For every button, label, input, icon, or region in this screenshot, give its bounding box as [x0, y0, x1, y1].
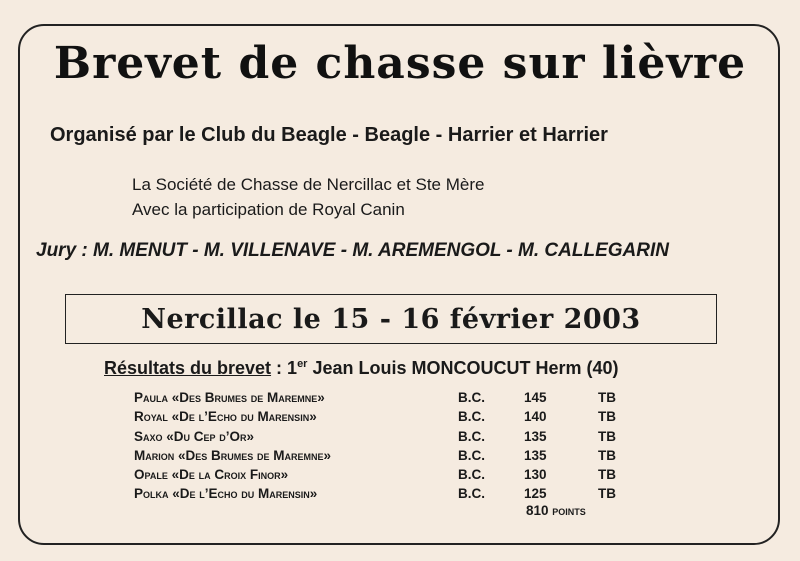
dog-name: Saxo «Du Cep d’Or» [134, 428, 255, 444]
grade: TB [598, 390, 616, 405]
score: 135 [524, 428, 547, 444]
dog-name: Royal «De l’Echo du Marensin» [134, 409, 317, 425]
mention: B.C. [458, 409, 485, 425]
grade: TB [598, 428, 616, 444]
society-line: La Société de Chasse de Nercillac et Ste Mère [132, 175, 485, 194]
total-points: 810 points [526, 503, 586, 518]
mention: B.C. [458, 467, 485, 483]
results-heading-line [104, 358, 619, 379]
table-row [134, 407, 638, 426]
jury-line: Jury : M. MENUT - M. VILLENAVE - M. AREMENGOL - M. CALLEGARIN [36, 240, 669, 261]
grade: TB [598, 447, 616, 463]
page-title: Brevet de chasse sur lièvre [53, 38, 747, 89]
results-table [134, 388, 638, 504]
table-row [134, 465, 638, 484]
dog-name: Marion «Des Brumes de Maremne» [134, 447, 332, 463]
society-block [132, 172, 484, 222]
sponsor-line: Avec la participation de Royal Canin [132, 200, 405, 219]
organiser-line: Organisé par le Club du Beagle - Beagle - Harrier et Harrier [50, 124, 608, 146]
dog-name: Opale «De la Croix Finor» [134, 467, 289, 483]
dog-name: Paula «Des Brumes de Maremne» [134, 390, 325, 405]
table-row [134, 427, 638, 446]
results-heading: Résultats du brevet [104, 358, 272, 378]
mention: B.C. [458, 428, 485, 444]
grade: TB [598, 409, 616, 425]
mention: B.C. [458, 486, 485, 502]
table-row [134, 484, 638, 503]
table-row [134, 446, 638, 465]
mention: B.C. [458, 390, 485, 405]
winner-rank-suffix: er [297, 358, 308, 370]
grade: TB [598, 486, 616, 502]
grade: TB [598, 467, 616, 483]
score: 135 [524, 447, 547, 463]
table-row [134, 388, 638, 407]
score: 145 [524, 390, 547, 405]
winner-rank: 1 [287, 358, 298, 378]
dog-name: Polka «De l’Echo du Marensin» [134, 486, 318, 502]
score: 125 [524, 486, 547, 502]
score: 130 [524, 467, 547, 483]
mention: B.C. [458, 447, 485, 463]
date-box [65, 294, 717, 344]
event-date: Nercillac le 15 - 16 février 2003 [141, 303, 641, 335]
score: 140 [524, 409, 547, 425]
winner-name: Jean Louis MONCOUCUT Herm (40) [307, 358, 619, 378]
results-separator: : [271, 358, 288, 378]
